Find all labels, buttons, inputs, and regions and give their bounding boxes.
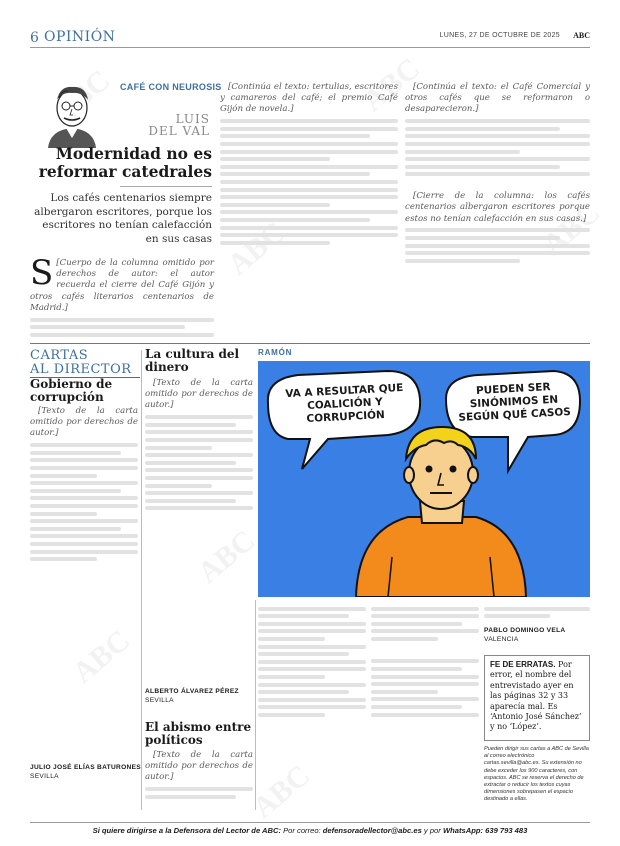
text-line — [258, 705, 366, 709]
column-body-placeholder: [Cuerpo de la columna omitido por derechos de autor: el autor recuerda el cierre del Café Gijón y otros cafés literarios centenarios de Madrid.] — [30, 258, 214, 313]
text-line — [145, 795, 236, 799]
text-line — [145, 415, 253, 419]
letter-title: El abismo entre políticos — [145, 720, 252, 747]
text-line — [371, 705, 462, 709]
text-line — [405, 142, 590, 146]
text-line — [220, 157, 330, 161]
text-line — [371, 675, 479, 679]
cartoon-balloon-right: PUEDEN SER SINÓNIMOS EN SEGÚN QUÉ CASOS — [458, 381, 572, 424]
text-line — [30, 496, 138, 500]
text-line — [145, 461, 236, 465]
cartoon-label: RAMÓN — [258, 348, 293, 357]
author-last-name: DEL VAL — [148, 124, 210, 138]
footer-prefix: Si quiere dirigirse a la Defensora del Lector de ABC: — [92, 826, 281, 835]
errata-box — [484, 655, 590, 741]
text-line — [258, 690, 349, 694]
page-number: 6 — [30, 30, 39, 46]
watermark: ABC — [536, 195, 607, 262]
text-line — [145, 484, 212, 488]
letter-city: SEVILLA — [145, 697, 174, 704]
text-line — [220, 241, 330, 245]
letters-title-line2: AL DIRECTOR — [30, 363, 140, 378]
watermark: ABC — [66, 623, 137, 690]
text-line — [30, 458, 138, 462]
text-line — [405, 236, 560, 240]
text-line — [145, 446, 212, 450]
text-line — [145, 468, 253, 472]
cartoon — [258, 361, 590, 597]
letter-signature: JULIO JOSÉ ELÍAS BATURONES — [30, 764, 141, 771]
text-line — [405, 259, 520, 263]
letter-signature: PABLO DOMINGO VELA — [484, 627, 566, 634]
text-line — [30, 325, 185, 329]
text-line — [30, 512, 97, 516]
text-line — [220, 142, 398, 146]
letter-continuation-col1 — [258, 603, 366, 813]
text-line — [220, 195, 398, 199]
text-line — [145, 438, 253, 442]
column-body-col2 — [220, 82, 398, 340]
text-line — [405, 157, 590, 161]
column-body-col3 — [405, 82, 590, 340]
text-line — [405, 119, 590, 123]
column-body-placeholder: [Continúa el texto: tertulias, escritores y camareros del café; el premio Café Gijón de novela.] — [220, 82, 398, 115]
text-line — [30, 557, 97, 561]
text-line — [30, 504, 138, 508]
text-line — [145, 499, 236, 503]
text-line — [220, 188, 398, 192]
text-line — [220, 150, 398, 154]
text-line — [30, 443, 138, 447]
headline-divider — [120, 186, 212, 187]
text-line — [220, 172, 370, 176]
watermark: ABC — [246, 758, 317, 825]
text-line — [371, 622, 462, 626]
paragraph-break — [405, 180, 590, 191]
text-line — [258, 713, 325, 717]
watermark: ABC — [191, 523, 262, 590]
watermark: ABC — [356, 51, 427, 118]
letter-body — [145, 750, 253, 815]
cartoon-balloon-left: VA A RESULTAR QUE COALICIÓN Y CORRUPCIÓN — [284, 381, 404, 426]
text-line — [371, 690, 438, 694]
letter-city: VALENCIA — [484, 636, 519, 643]
text-line — [405, 172, 590, 176]
column-headline: Modernidad no es reformar catedrales — [38, 144, 212, 181]
text-line — [220, 127, 398, 131]
text-line — [258, 607, 366, 611]
text-line — [220, 203, 330, 207]
text-line — [258, 614, 349, 618]
text-line — [258, 629, 366, 633]
page-header — [30, 28, 590, 48]
column-divider — [255, 600, 256, 810]
footer-whatsapp-label: y por — [423, 826, 441, 835]
column-divider — [141, 350, 142, 810]
letter-body-placeholder: [Texto de la carta omitido por derechos de autor.] — [145, 378, 253, 411]
text-line — [30, 519, 138, 523]
column-body-col1 — [30, 253, 214, 340]
column-rubric: CAFÉ CON NEUROSIS — [120, 82, 222, 92]
text-line — [145, 491, 253, 495]
letter-city: SEVILLA — [30, 773, 59, 780]
text-line — [484, 614, 550, 618]
text-line — [220, 210, 398, 214]
text-line — [145, 506, 253, 510]
author-first-name: LUIS — [175, 112, 210, 126]
text-line — [405, 251, 590, 255]
text-line — [145, 423, 236, 427]
letter-body — [145, 378, 253, 658]
text-line — [405, 150, 520, 154]
footer-whatsapp[interactable]: WhatsApp: 639 793 483 — [442, 826, 528, 835]
text-line — [30, 481, 138, 485]
text-line — [145, 787, 253, 791]
reader-defender-footer — [30, 822, 590, 836]
text-line — [258, 652, 349, 656]
text-line — [371, 697, 479, 701]
text-line — [371, 607, 479, 611]
text-line — [258, 667, 366, 671]
text-line — [220, 165, 398, 169]
letter-body — [30, 406, 138, 732]
text-line — [30, 466, 138, 470]
footer-email-label: Por correo: — [283, 826, 321, 835]
letter-title: La cultura del dinero — [145, 347, 240, 374]
text-line — [145, 476, 253, 480]
text-line — [258, 683, 366, 687]
text-line — [145, 453, 253, 457]
text-line — [30, 318, 214, 322]
text-line — [484, 607, 590, 611]
text-line — [371, 667, 462, 671]
author-portrait — [32, 78, 112, 148]
text-line — [220, 180, 398, 184]
text-line — [405, 134, 590, 138]
letters-submission-note: Pueden dirigir sus cartas a ABC de Sevilla al correo electrónico cartas.sevilla@abc.es. Su extensión no debe exceder los 900 caracteres, con espacios. ABC se reserva el derecho de extractar o reducir los textos cuyas dimensiones sobrepasen el espacio destinado a ellas. — [484, 746, 589, 803]
text-line — [30, 474, 97, 478]
text-line — [371, 629, 479, 633]
section-name: OPINIÓN — [44, 29, 116, 45]
letters-section-title — [30, 349, 140, 378]
text-line — [258, 622, 366, 626]
text-line — [30, 527, 121, 531]
text-line — [258, 675, 325, 679]
letter-body-placeholder: [Texto de la carta omitido por derechos de autor.] — [145, 750, 253, 783]
text-line — [220, 233, 398, 237]
watermark: ABC — [221, 215, 292, 282]
section-divider — [30, 343, 590, 344]
text-line — [30, 534, 138, 538]
text-line — [371, 659, 479, 663]
letter-continuation-col2 — [371, 603, 479, 813]
text-line — [30, 451, 121, 455]
text-line — [258, 660, 366, 664]
text-line — [30, 333, 214, 337]
text-line — [30, 489, 121, 493]
letter-signature: ALBERTO ÁLVAREZ PÉREZ — [145, 688, 239, 695]
errata-title: FE DE ERRATAS. — [490, 660, 556, 669]
edition-date: LUNES, 27 DE OCTUBRE DE 2025 — [439, 32, 560, 39]
text-line — [405, 228, 590, 232]
text-line — [405, 165, 560, 169]
text-line — [30, 542, 138, 546]
text-line — [220, 119, 398, 123]
errata-text: Por error, el nombre del entrevistado ayer en las páginas 32 y 33 aparecía mal. Es ‘Antonio José Sánchez’ y no ‘López’. — [490, 660, 582, 732]
column-body-placeholder: [Cierre de la columna: los cafés centenarios albergaron escritores porque estos no tenían calefacción en sus casas.] — [405, 191, 590, 224]
text-line — [371, 614, 479, 618]
column-body-placeholder: [Continúa el texto: el Café Comercial y otros cafés que se reformaron o desaparecieron.] — [405, 82, 590, 115]
text-line — [405, 127, 560, 131]
text-line — [220, 218, 370, 222]
text-line — [258, 698, 366, 702]
masthead-logo: ABC — [573, 31, 590, 40]
text-line — [371, 682, 479, 686]
text-line — [258, 637, 325, 641]
text-line — [258, 645, 366, 649]
text-line — [220, 134, 370, 138]
column-subhead: Los cafés centenarios siempre albergaron escritores, porque los escritores no tenían calefacción en sus casas — [34, 192, 212, 245]
text-line — [220, 226, 398, 230]
text-line — [405, 244, 590, 248]
text-line — [30, 550, 138, 554]
letter-title: Gobierno de corrupción — [30, 377, 113, 404]
letter-body-placeholder: [Texto de la carta omitido por derechos de autor.] — [30, 406, 138, 439]
column-dropcap: S — [30, 253, 54, 293]
footer-email[interactable]: defensoradellector@abc.es — [322, 826, 422, 835]
letters-title-line1: CARTAS — [30, 348, 89, 363]
text-line — [371, 637, 438, 641]
text-line — [145, 430, 253, 434]
text-line — [371, 713, 479, 717]
paragraph-break — [371, 645, 479, 656]
